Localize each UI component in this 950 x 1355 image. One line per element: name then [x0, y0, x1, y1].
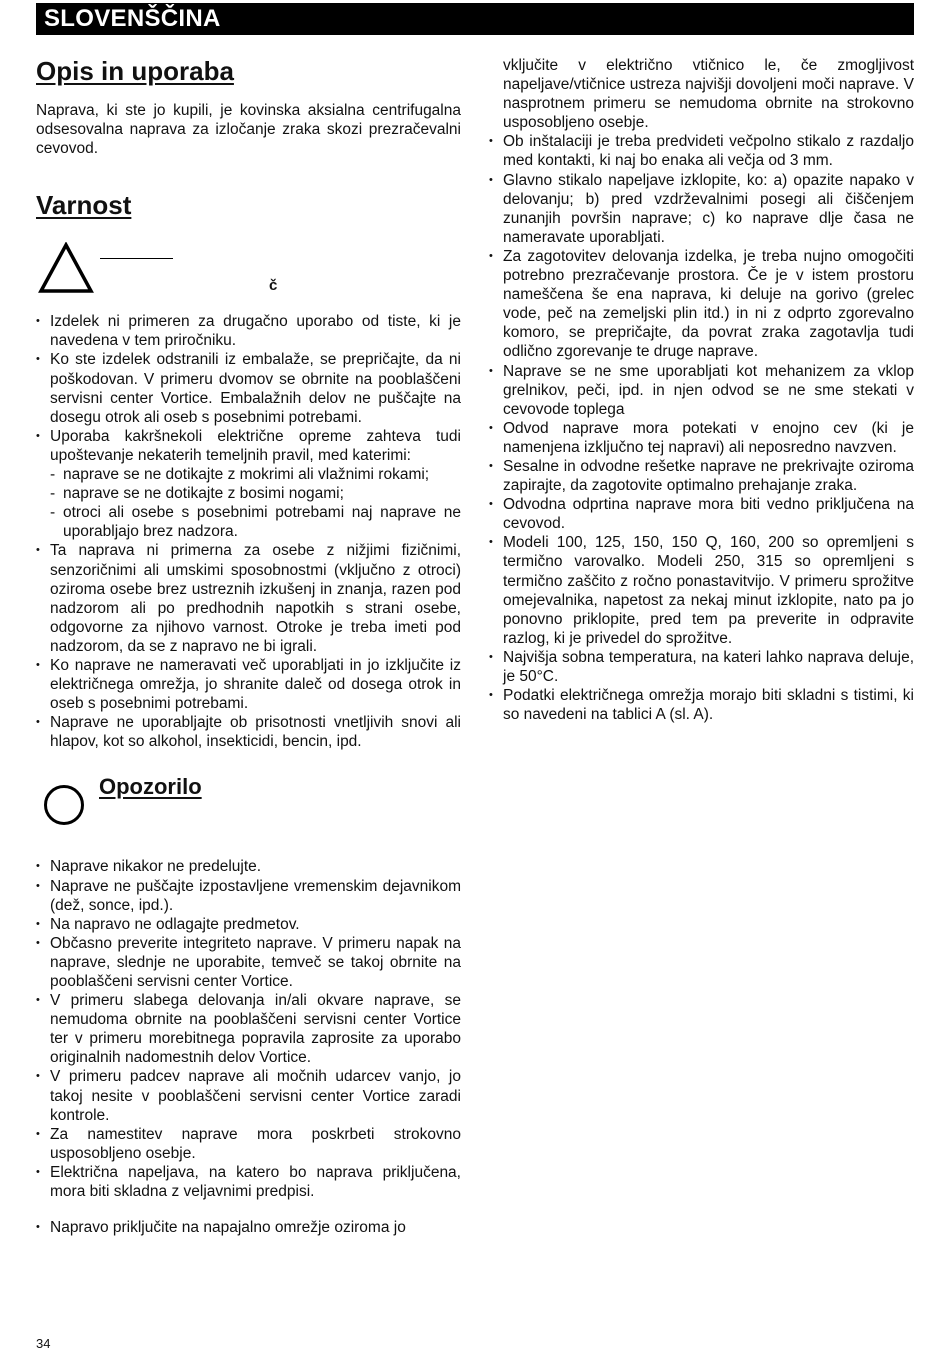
- opis-title: Opis in uporaba: [36, 56, 234, 86]
- right-column: [489, 56, 914, 724]
- opozorilo-header: [36, 773, 461, 845]
- continuation-text: vključite v električno vtičnico le, če zmogljivost napeljave/vtičnice ustreza najvišji dovoljeni moči naprave. V nasprotnem primeru se nemudoma obrnite na strokovno usposobljeno osebje.: [503, 57, 914, 132]
- opozorilo-title: Opozorilo: [99, 774, 202, 800]
- list-item: • Ob inštalaciji je treba predvideti večpolno stikalo z razdaljo med kontakti, ki naj bo enaka ali večja od 3 mm.: [489, 132, 914, 170]
- list-item: • Ko ste izdelek odstranili iz embalaže, se prepričajte, da ni poškodovan. V primeru dvomov se obrnite na pooblaščeni servisni center Vortice. Embalažnih delov ne puščajte na dosegu otrok ali oseb s posebnimi potrebami.: [36, 350, 461, 426]
- warning-triangle-icon: [38, 242, 94, 294]
- list-item: • Naprave ne puščajte izpostavljene vremenskim dejavnikom (dež, sonce, ipd.).: [36, 877, 461, 915]
- list-item: • Podatki električnega omrežja morajo biti skladni s tistimi, ki so navedeni na tablici A (sl. A).: [489, 686, 914, 724]
- list-item: • V primeru slabega delovanja in/ali okvare naprave, se nemudoma obrnite na pooblaščeni servisni center Vortice ter v primeru morebitnega popravila zaprosite za uporabo originalnih nadomestnih delov Vortice.: [36, 991, 461, 1067]
- list-item: • Naprave nikakor ne predelujte.: [36, 857, 461, 876]
- list-item: • Modeli 100, 125, 150, 150 Q, 160, 200 so opremljeni s termično varovalko. Modeli 250, 315 so opremljeni s termično zaščito z ročno ponastavitvijo. V primeru sprožitve omejevalnika, napetost za nekaj minut izklopite, nato pa jo ponovno priklopite, pred tem pa preverite in odpravite razlog, ki je privedel do sprožitve.: [489, 533, 914, 648]
- list-item: • Sesalne in odvodne rešetke naprave ne prekrivajte oziroma zapirajte, da zagotovite optimalno prehajanje zraka.: [489, 457, 914, 495]
- warning-rule: [100, 258, 173, 259]
- sub-item: - naprave se ne dotikajte z bosimi nogami;: [50, 484, 461, 503]
- warning-char: č: [269, 277, 278, 295]
- page-number: 34: [36, 1336, 51, 1351]
- list-item: • Naprave se ne sme uporabljati kot mehanizem za vklop grelnikov, peči, ipd. in njen odvod se ne sme stekati v cevovode toplega: [489, 362, 914, 419]
- list-item: • Občasno preverite integriteto naprave. V primeru napak na naprave, slednje ne uporabite, temveč se takoj obrnite na pooblaščeni servisni center Vortice.: [36, 934, 461, 991]
- warning-symbol-row: [36, 240, 461, 310]
- caution-circle-icon: [44, 785, 84, 825]
- list-item: • Odvodna odprtina naprave mora biti vedno priključena na cevovod.: [489, 495, 914, 533]
- opis-text: Naprava, ki ste jo kupili, je kovinska aksialna centrifugalna odsesovalna naprava za izločanje zraka skozi prezračevalni cevovod.: [36, 102, 461, 158]
- right-list: [489, 132, 914, 724]
- language-banner: SLOVENŠČINA: [36, 3, 914, 35]
- list-item: • Na napravo ne odlagajte predmetov.: [36, 915, 461, 934]
- list-item: [36, 427, 461, 542]
- list-item: • Ta naprava ni primerna za osebe z nižjimi fizičnimi, senzoričnimi ali umskimi sposobnostmi (vključno z otroci) oziroma osebe brez ustreznih izkušenj in znanja, razen pod nadzorom ali po predhodnih napotkih s strani osebe, odgovorne za njihovo varnost. Otroke je treba imeti pod nadzorom, da se z napravo ne bi igrali.: [36, 541, 461, 656]
- list-item: • Izdelek ni primeren za drugačno uporabo od tiste, ki je navedena v tem priročniku.: [36, 312, 461, 350]
- list-item-text: Uporaba kakršnekoli električne opreme zahteva tudi upoštevanje nekaterih temeljnih pravil, med katerimi:: [50, 427, 461, 464]
- list-item: • V primeru padcev naprave ali močnih udarcev vanjo, jo takoj nesite v pooblaščeni servisni center Vortice zaradi kontrole.: [36, 1067, 461, 1124]
- list-item: • Ko naprave ne nameravati več uporabljati in jo izključite iz električnega omrežja, jo shranite daleč od dosega otrok in oseb s posebnimi potrebami.: [36, 656, 461, 713]
- opozorilo-list-continued: [36, 1218, 461, 1237]
- list-item: • Odvod naprave mora potekati v enojno cev (ki je namenjena izključno tej napravi) ali neposredno navzven.: [489, 419, 914, 457]
- left-column: [36, 56, 461, 1237]
- list-item: • Za zagotovitev delovanja izdelka, je treba nujno omogočiti potrebno prezračevanje prostora. Če je v istem prostoru nameščena še ena naprava, ki deluje na gorivo (grelec vode, peč na zemeljski plin itd.) in ni z odprto zgorevalno komoro, se prepričajte, da povrat zraka zagotavlja tudi odlično zgorevanje te druge naprave.: [489, 247, 914, 362]
- list-item: • Napravo priključite na napajalno omrežje oziroma jo: [36, 1218, 461, 1237]
- varnost-title: Varnost: [36, 190, 132, 221]
- list-item: • Za namestitev naprave mora poskrbeti strokovno usposobljeno osebje.: [36, 1125, 461, 1163]
- list-item: • Glavno stikalo napeljave izklopite, ko: a) opazite napako v delovanju; b) pred vzdrževalnimi posegi ali čiščenjem zunanjih površin naprave; c) ko naprave dlje časa ne nameravate uporabljati.: [489, 171, 914, 247]
- list-item: • Najvišja sobna temperatura, na kateri lahko naprava deluje, je 50°C.: [489, 648, 914, 686]
- sub-item: - otroci ali osebe s posebnimi potrebami naj naprave ne uporabljajo brez nadzora.: [50, 503, 461, 541]
- varnost-sublist: [50, 465, 461, 541]
- sub-item: - naprave se ne dotikajte z mokrimi ali vlažnimi rokami;: [50, 465, 461, 484]
- list-item: • Naprave ne uporabljajte ob prisotnosti vnetljivih snovi ali hlapov, kot so alkohol, insekticidi, bencin, ipd.: [36, 713, 461, 751]
- list-item: • Električna napeljava, na katero bo naprava priključena, mora biti skladna z veljavnimi predpisi.: [36, 1163, 461, 1201]
- varnost-list: [36, 312, 461, 751]
- opozorilo-list: [36, 857, 461, 1201]
